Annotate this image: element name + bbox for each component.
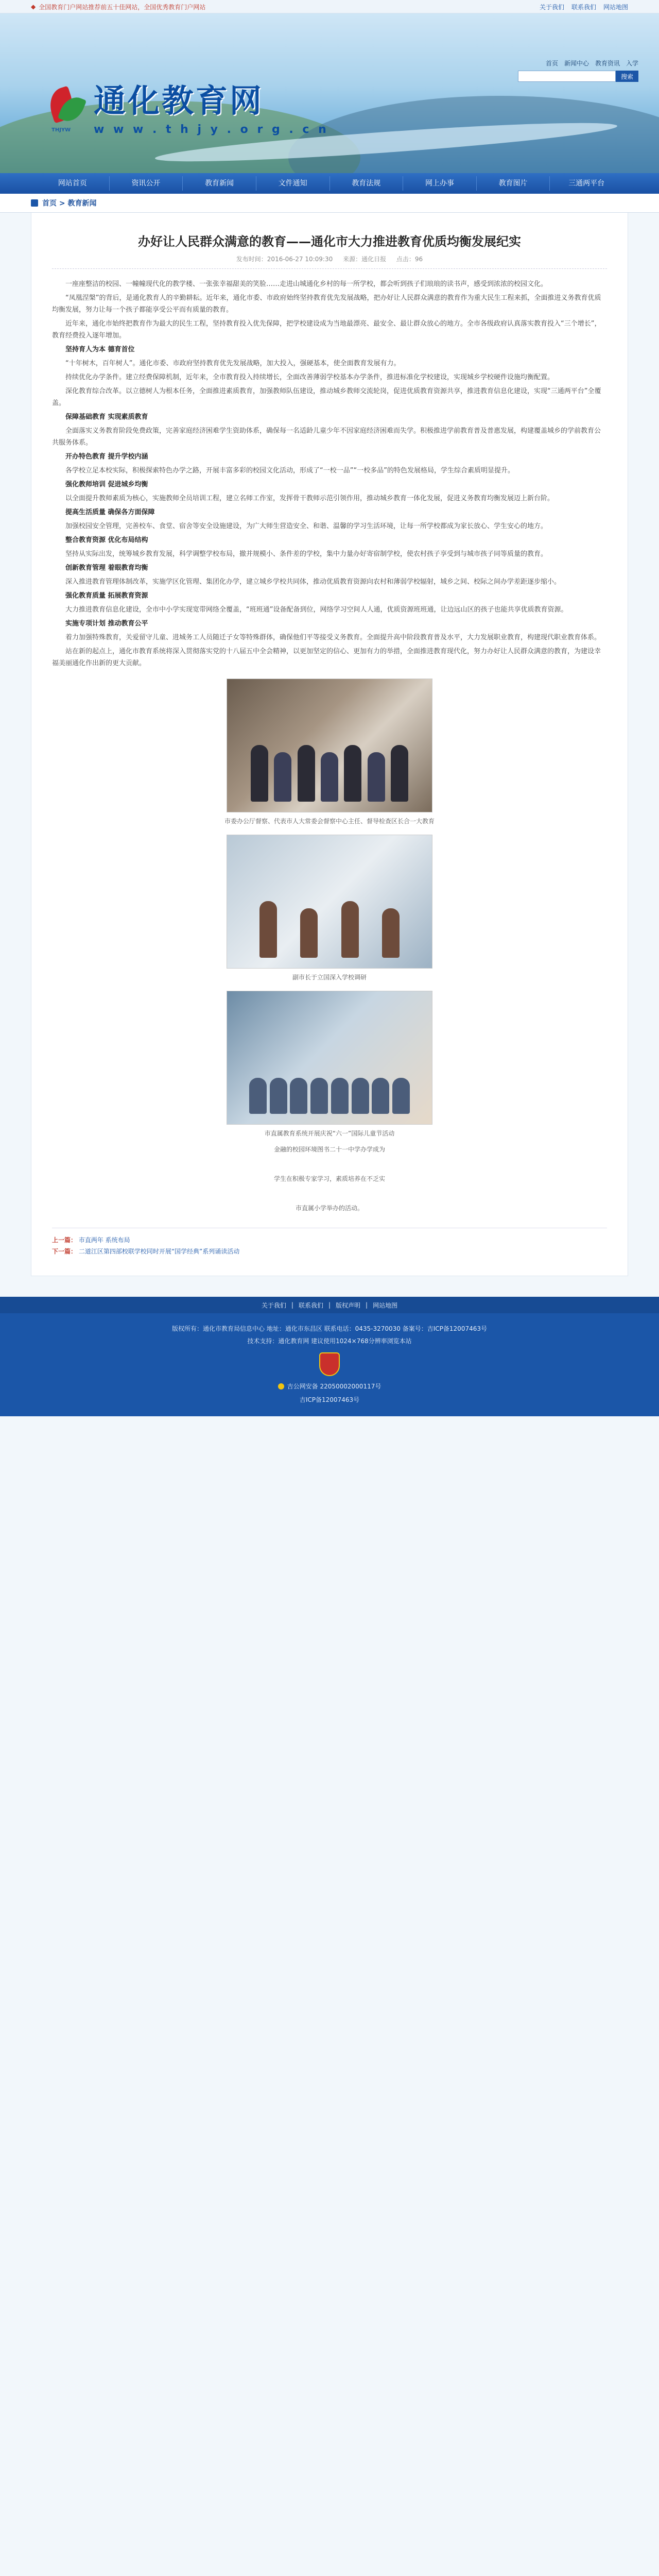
extra-caption: 学生在积极专家学习，素质培养在不乏实 (273, 1175, 385, 1182)
news-photo[interactable] (227, 679, 432, 812)
view-count: 点击：96 (396, 256, 423, 263)
top-bar (0, 0, 659, 13)
main-nav (0, 173, 659, 194)
news-photo[interactable] (227, 835, 432, 969)
paragraph: 坚持从实际出发，统筹城乡教育发展，科学调整学校布局，撤并规模小、条件差的学校，集中力量办好寄宿制学校，使农村孩子享受到与城市孩子同等质量的教育。 (65, 550, 548, 558)
article-figure (52, 679, 607, 825)
prev-article-link[interactable]: 市直两年 系统布局 (78, 1236, 130, 1244)
paragraph: 近年来，通化市始终把教育作为最大的民生工程，坚持教育投入优先保障，把学校建设成为当地最漂亮、最安全、最让群众放心的地方。全市各级政府认真落实教育投入“三个增长”，教育经费投入逐年增加。 (52, 320, 601, 340)
search-link-news[interactable]: 新闻中心 (564, 60, 589, 67)
top-link-sitemap[interactable]: 网站地图 (603, 3, 628, 11)
next-article-link[interactable]: 二道江区第四部校联学校同时开展“国学经典”系列诵读活动 (78, 1248, 240, 1255)
notice-icon: ◆ (31, 3, 36, 10)
site-logo[interactable] (46, 75, 329, 136)
publish-time: 发布时间：2016-06-27 10:09:30 (236, 256, 333, 263)
footer-link-sitemap[interactable]: 网站地图 (373, 1301, 398, 1309)
paragraph: 站在新的起点上，通化市教育系统将深入贯彻落实党的十八届五中全会精神，以更加坚定的信心、更加有力的举措，全面推进教育现代化，努力办好让人民群众满意的教育，为建设幸福美丽通化作出新的更大贡献。 (52, 648, 601, 667)
nav-home[interactable]: 网站首页 (58, 179, 87, 188)
nav-education-photos[interactable]: 教育图片 (476, 176, 550, 191)
search-link-enroll[interactable]: 入学 (626, 60, 638, 67)
section-heading: 整合教育资源 优化布局结构 (65, 536, 148, 544)
top-links (540, 3, 628, 11)
site-footer (0, 1297, 659, 1416)
next-label: 下一篇： (52, 1248, 77, 1255)
gov-record[interactable]: 吉公网安备 22050002000117号 (278, 1380, 381, 1393)
footer-info (0, 1313, 659, 1416)
search-button[interactable]: 搜索 (616, 71, 638, 82)
paragraph: 深入推进教育管理体制改革，实施学区化管理、集团化办学，建立城乡学校共同体，推动优质教育资源向农村和薄弱学校辐射，城乡之间、校际之间办学差距逐步缩小。 (65, 578, 561, 586)
news-photo[interactable] (227, 991, 432, 1125)
section-heading: 保障基础教育 实现素质教育 (65, 413, 148, 421)
figure-caption: 副市长于立国深入学校调研 (292, 974, 367, 981)
notice-text: 全国教育门户网站推荐前五十佳网站，全国优秀教育门户网站 (39, 3, 206, 11)
section-heading: 坚持育人为本 德育首位 (65, 346, 135, 353)
article-figure (52, 835, 607, 981)
search-input[interactable] (518, 71, 616, 82)
breadcrumb-bar (0, 194, 659, 213)
paragraph: 以全面提升教师素质为核心，实施教师全员培训工程，建立名师工作室，发挥骨干教师示范引领作用，推动城乡教育一体化发展，促进义务教育均衡发展迈上新台阶。 (65, 495, 554, 502)
article-container (31, 213, 628, 1276)
paragraph: 全面落实义务教育阶段免费政策，完善家庭经济困难学生资助体系，确保每一名适龄儿童少年不因家庭经济困难而失学。积极推进学前教育普及普惠发展，构建覆盖城乡的学前教育公共服务体系。 (52, 427, 601, 447)
badge-icon (278, 1383, 284, 1389)
article-title: 办好让人民群众满意的教育——通化市大力推进教育优质均衡发展纪实 (138, 234, 521, 249)
figure-caption: 市直属教育系统开展庆祝“六一”国际儿童节活动 (264, 1130, 395, 1137)
article-figure (52, 991, 607, 1138)
location-icon (31, 199, 38, 207)
breadcrumb-text[interactable]: 首页 > 教育新闻 (42, 199, 97, 208)
header-banner (0, 13, 659, 173)
nav-notices[interactable]: 文件通知 (256, 176, 330, 191)
section-heading: 强化教师培训 促进城乡均衡 (65, 481, 148, 488)
search-area (518, 59, 638, 82)
paragraph: 持续优化办学条件。建立经费保障机制，近年来，全市教育投入持续增长，全面改善薄弱学校基本办学条件，推进标准化学校建设，实现城乡学校硬件设施均衡配置。 (65, 374, 554, 381)
footer-link-about[interactable]: 关于我们 (261, 1301, 286, 1309)
next-article (52, 1246, 607, 1257)
nav-public-info[interactable]: 资讯公开 (109, 176, 183, 191)
article-pager (52, 1228, 607, 1257)
section-heading: 实施专项计划 推动教育公平 (65, 620, 148, 628)
nav-online-services[interactable]: 网上办事 (403, 176, 476, 191)
extra-caption: 金融的校园环境图书二十一中学办学成为 (273, 1146, 385, 1153)
search-link-info[interactable]: 教育资讯 (595, 60, 620, 67)
site-url: w w w . t h j y . o r g . c n (94, 123, 329, 136)
section-heading: 创新教育管理 着眼教育均衡 (65, 564, 148, 572)
article-source: 来源：通化日报 (343, 256, 387, 263)
paragraph: 一座座整洁的校园、一幢幢现代化的教学楼、一张张幸福甜美的笑脸……走进山城通化乡村的每一所学校，都会听到孩子们琅琅的读书声，感受到浓浓的校园文化。 (65, 280, 548, 288)
section-heading: 提高生活质量 确保各方面保障 (65, 509, 155, 516)
section-heading: 强化教育质量 拓展教育资源 (65, 592, 148, 600)
prev-article (52, 1234, 607, 1246)
footer-link-contact[interactable]: 联系我们 (298, 1301, 323, 1309)
breadcrumb (31, 194, 628, 212)
footer-link-copyright[interactable]: 版权声明 (336, 1301, 361, 1309)
nav-regulations[interactable]: 教育法规 (330, 176, 403, 191)
logo-mark-icon: THJYW (46, 86, 86, 126)
paragraph: “凤凰涅槃”的背后，是通化教育人的辛勤耕耘。近年来，通化市委、市政府始终坚持教育优先发展战略，把办好让人民群众满意的教育作为重大民生工程来抓，全面推进义务教育优质均衡发展，努力让每一个孩子都能享受公平而有质量的教育。 (52, 294, 601, 314)
section-heading: 开办特色教育 提升学校内涵 (65, 453, 148, 461)
site-title: 通化教育网 (94, 82, 264, 120)
paragraph: 深化教育综合改革。以立德树人为根本任务，全面推进素质教育，加强教师队伍建设，推动城乡教师交流轮岗，促进优质教育资源共享，推进教育信息化建设，实现“三通两平台”全覆盖。 (52, 387, 601, 407)
prev-label: 上一篇： (52, 1236, 77, 1244)
police-emblem-icon[interactable] (319, 1352, 340, 1376)
nav-education-news[interactable]: 教育新闻 (182, 176, 256, 191)
paragraph: 各学校立足本校实际，积极探索特色办学之路，开展丰富多彩的校园文化活动，形成了“一校一品”“一校多品”的特色发展格局，学生综合素质明显提升。 (65, 467, 514, 474)
paragraph: 加强校园安全管理，完善校车、食堂、宿舍等安全设施建设，为广大师生营造安全、和谐、温馨的学习生活环境，让每一所学校都成为家长放心、学生安心的地方。 (65, 522, 548, 530)
paragraph: “十年树木，百年树人”。通化市委、市政府坚持教育优先发展战略，加大投入，强硬基本，使全面教育发展有力。 (65, 360, 401, 367)
footer-links: 关于我们 | 联系我们 | 版权声明 | 网站地图 (0, 1297, 659, 1313)
article-meta (52, 255, 607, 269)
top-link-about[interactable]: 关于我们 (539, 3, 564, 11)
paragraph: 大力推进教育信息化建设，全市中小学实现宽带网络全覆盖，“班班通”设备配备到位，网络学习空间人人通，优质资源班班通，让边远山区的孩子也能共享优质教育资源。 (65, 606, 568, 614)
footer-line: 技术支持：通化教育网 建议使用1024×768分辨率浏览本站 (247, 1337, 412, 1345)
paragraph: 着力加强特殊教育，关爱留守儿童、进城务工人员随迁子女等特殊群体，确保他们平等接受义务教育。全面提升高中阶段教育普及水平，大力发展职业教育，构建现代职业教育体系。 (65, 634, 601, 641)
search-link-home[interactable]: 首页 (545, 60, 558, 67)
top-link-contact[interactable]: 联系我们 (571, 3, 596, 11)
icp-record[interactable]: 吉ICP备12007463号 (299, 1396, 360, 1403)
footer-line: 版权所有：通化市教育局信息中心 地址：通化市东昌区 联系电话：0435-3270030 备案号：吉ICP备12007463号 (172, 1325, 487, 1332)
extra-caption: 市直属小学举办的活动。 (295, 1205, 363, 1212)
site-notice (31, 3, 205, 11)
article-body (52, 278, 607, 1212)
figure-caption: 市委办公厅督察、代表市人大常委会督察中心主任、督导检查区长合一大教育 (224, 818, 435, 825)
nav-three-platforms[interactable]: 三通两平台 (549, 176, 623, 191)
